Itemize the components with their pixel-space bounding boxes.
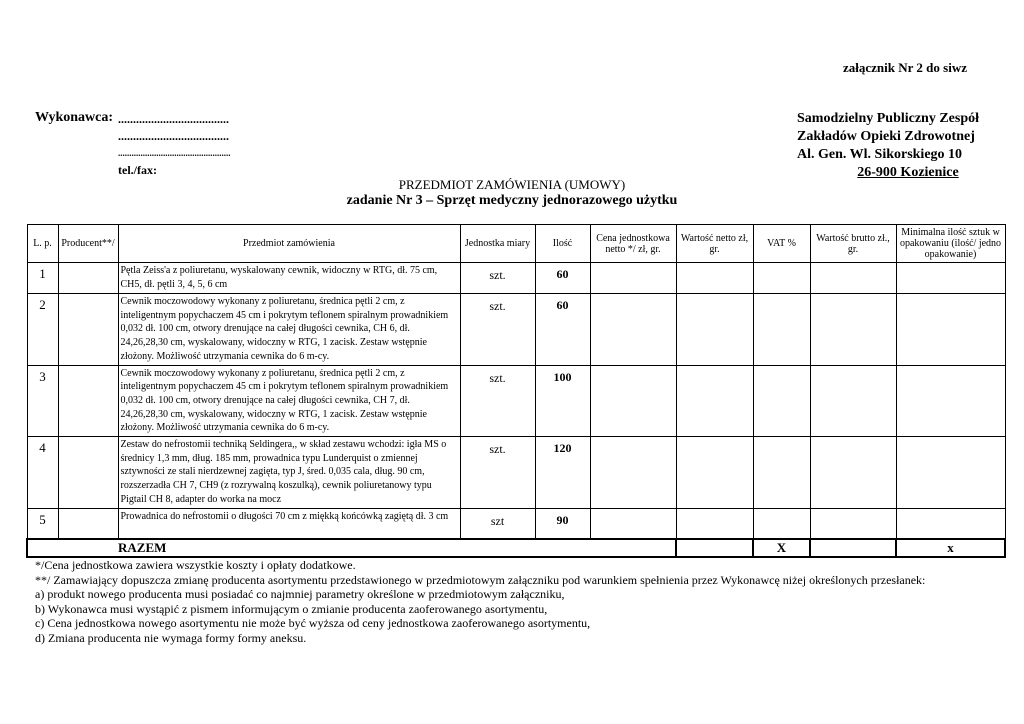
row-lp: 2: [27, 294, 58, 366]
row-description: Prowadnica do nefrostomii o długości 70 cm z miękką końcówką zagiętą dł. 3 cm: [118, 508, 460, 539]
sum-min-mark: x: [896, 539, 1005, 557]
contractor-label: Wykonawca:: [35, 110, 114, 125]
row-vat[interactable]: [753, 437, 810, 509]
row-qty: 120: [535, 437, 590, 509]
row-min-qty[interactable]: [896, 294, 1005, 366]
header-net: Wartość netto zł, gr.: [676, 225, 753, 263]
footnotes: [35, 558, 925, 645]
header-vat: VAT %: [753, 225, 810, 263]
row-producer[interactable]: [58, 508, 118, 539]
row-unit-price[interactable]: [590, 263, 676, 294]
row-qty: 90: [535, 508, 590, 539]
row-unit-price[interactable]: [590, 294, 676, 366]
row-unit-price[interactable]: [590, 437, 676, 509]
note-5: c) Cena jednostkowa nowego asortymentu nie może być wyższa od ceny jednostkowa zaoferowanego asortymentu,: [35, 616, 591, 630]
row-min-qty[interactable]: [896, 508, 1005, 539]
document-title: PRZEDMIOT ZAMÓWIENIA (UMOWY): [398, 177, 626, 192]
row-net[interactable]: [676, 365, 753, 437]
row-unit: szt: [460, 508, 535, 539]
header-row: [27, 225, 1005, 263]
row-unit-price[interactable]: [590, 365, 676, 437]
row-net[interactable]: [676, 263, 753, 294]
buyer-line-2: Zakładów Opieki Zdrowotnej: [797, 129, 975, 144]
table-row: [27, 294, 1005, 366]
annex-label: załącznik Nr 2 do siwz: [843, 60, 967, 75]
note-1: */Cena jednostkowa zawiera wszystkie koszty i opłaty dodatkowe.: [35, 558, 356, 572]
row-producer[interactable]: [58, 263, 118, 294]
row-unit-price[interactable]: [590, 508, 676, 539]
row-description: Zestaw do nefrostomii techniką Seldingera,, w skład zestawu wchodzi: igła MS o średnicy 1,3 mm, dług. 185 mm, prowadnica typu Lunderquist o zmiennej sztywności ze stali nierdzewnej zagięta, typ J, śred. 0,035 cala, dług. 90 cm, rozszerzadła CH 7, CH9 (z rozrywalną koszulką), cewnik poliuretanowy typu Pigtail CH 8, adapter do worka na mocz: [118, 437, 460, 509]
row-producer[interactable]: [58, 437, 118, 509]
row-lp: 4: [27, 437, 58, 509]
sum-label: RAZEM: [27, 539, 676, 557]
row-description: Cewnik moczowodowy wykonany z poliuretanu, średnica pętli 2 cm, z inteligentnym popychaczem 45 cm i pokrytym teflonem spiralnym prowadnikiem 0,032 dł. 100 cm, otwory drenujące na całej długości cewnika, CH 7, dł. 24,26,28,30 cm, wyskalowany, widoczny w RTG, 1 zacisk. Zestaw wstępnie złożony. Możliwość utrzymania cewnika do 6 m-cy.: [118, 365, 460, 437]
row-net[interactable]: [676, 437, 753, 509]
row-qty: 100: [535, 365, 590, 437]
sum-vat-mark: X: [753, 539, 810, 557]
note-3: a) produkt nowego producenta musi posiadać co najmniej parametry określone w przedmiotowym załączniku,: [35, 587, 565, 601]
header-gross: Wartość brutto zł., gr.: [810, 225, 896, 263]
row-qty: 60: [535, 263, 590, 294]
order-table: [26, 224, 1006, 558]
header-min-qty: Minimalna ilość sztuk w opakowaniu (ilość/ jedno opakowanie): [896, 225, 1005, 263]
row-description: Pętla Zeiss'a z poliuretanu, wyskalowany cewnik, widoczny w RTG, dł. 75 cm, CH5, dł. pętli 3, 4, 5, 6 cm: [118, 263, 460, 294]
row-vat[interactable]: [753, 294, 810, 366]
row-vat[interactable]: [753, 263, 810, 294]
table-row: [27, 508, 1005, 539]
row-description: Cewnik moczowodowy wykonany z poliuretanu, średnica pętli 2 cm, z inteligentnym popychaczem 45 cm i pokrytym teflonem spiralnym prowadnikiem 0,032 dł. 100 cm, otwory drenujące na całej długości cewnika, CH 6, dł. 24,26,28,30 cm, wyskalowany, widoczny w RTG, 1 zacisk. Zestaw wstępnie złożony. Możliwość utrzymania cewnika do 6 m-cy.: [118, 294, 460, 366]
row-producer[interactable]: [58, 365, 118, 437]
row-gross[interactable]: [810, 437, 896, 509]
note-2: **/ Zamawiający dopuszcza zmianę producenta asortymentu przedstawionego w przedmiotowym załączniku pod warunkiem spełnienia przez Wykonawcę niżej określonych przesłanek:: [35, 572, 926, 587]
sum-row: [27, 539, 1005, 557]
row-gross[interactable]: [810, 263, 896, 294]
note-6: d) Zmiana producenta nie wymaga formy formy aneksu.: [35, 630, 307, 645]
document-subtitle: zadanie Nr 3 – Sprzęt medyczny jednorazowego użytku: [346, 193, 678, 208]
buyer-address: [797, 110, 979, 182]
row-net[interactable]: [676, 508, 753, 539]
table-row: [27, 263, 1005, 294]
header-unit-price: Cena jednostkowa netto */ zł, gr.: [590, 225, 676, 263]
buyer-line-1: Samodzielny Publiczny Zespół: [797, 111, 980, 126]
buyer-line-4: 26-900 Kozienice: [857, 165, 959, 180]
row-min-qty[interactable]: [896, 263, 1005, 294]
row-net[interactable]: [676, 294, 753, 366]
contractor-dots-2: .....................................: [118, 129, 229, 143]
telfax-label: tel./fax:: [118, 163, 157, 177]
row-gross[interactable]: [810, 365, 896, 437]
sum-gross[interactable]: [810, 539, 896, 557]
buyer-line-3: Al. Gen. Wl. Sikorskiego 10: [797, 147, 963, 162]
row-min-qty[interactable]: [896, 437, 1005, 509]
row-gross[interactable]: [810, 294, 896, 366]
contractor-dots-3: ..................................................: [118, 148, 231, 158]
row-unit: szt.: [460, 437, 535, 509]
row-unit: szt.: [460, 365, 535, 437]
row-lp: 1: [27, 263, 58, 294]
row-gross[interactable]: [810, 508, 896, 539]
row-lp: 5: [27, 508, 58, 539]
row-vat[interactable]: [753, 508, 810, 539]
header-qty: Ilość: [535, 225, 590, 263]
row-lp: 3: [27, 365, 58, 437]
note-4: b) Wykonawca musi wystąpić z pismem informującym o zmianie producenta zaoferowanego asortymentu,: [35, 601, 548, 616]
header-subject: Przedmiot zamówienia: [118, 225, 460, 263]
header-producer: Producent**/: [58, 225, 118, 263]
table-row: [27, 365, 1005, 437]
row-unit: szt.: [460, 294, 535, 366]
row-vat[interactable]: [753, 365, 810, 437]
row-unit: szt.: [460, 263, 535, 294]
header-unit: Jednostka miary: [460, 225, 535, 263]
table-row: [27, 437, 1005, 509]
contractor-dots-1: .....................................: [118, 112, 229, 126]
row-qty: 60: [535, 294, 590, 366]
header-lp: L. p.: [27, 225, 58, 263]
sum-net[interactable]: [676, 539, 753, 557]
row-producer[interactable]: [58, 294, 118, 366]
row-min-qty[interactable]: [896, 365, 1005, 437]
